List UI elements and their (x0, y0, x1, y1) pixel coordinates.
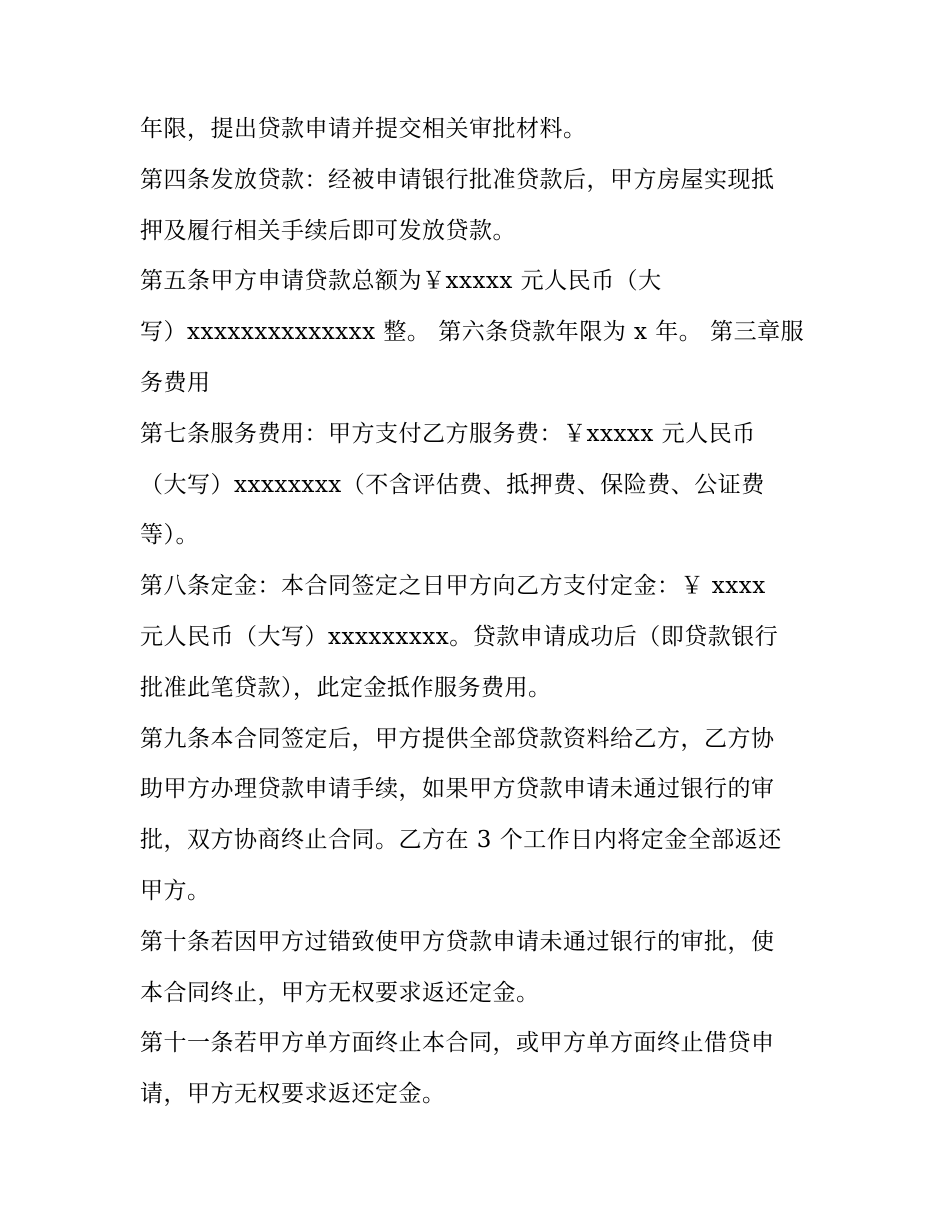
text-line: 批准此笔贷款），此定金抵作服务费用。 (140, 674, 552, 701)
text-line: 第十一条若甲方单方面终止本合同，或甲方单方面终止借贷申 (140, 1030, 775, 1057)
text-line: 第九条本合同签定后，甲方提供全部贷款资料给乙方，乙方协 (140, 725, 775, 752)
text-line: 请，甲方无权要求返还定金。 (140, 1081, 446, 1108)
contract-body (140, 104, 820, 1120)
text-line: 第八条定金：本合同签定之日甲方向乙方支付定金：￥ xxxx (140, 573, 766, 600)
text-line: 押及履行相关手续后即可发放贷款。 (140, 217, 516, 244)
text-line: 元人民币（大写）xxxxxxxxx。贷款申请成功后（即贷款银行 (140, 623, 779, 650)
text-line: 本合同终止，甲方无权要求返还定金。 (140, 979, 540, 1006)
text-line: 批，双方协商终止合同。乙方在 3 个工作日内将定金全部返还 (140, 827, 782, 854)
text-line: 第五条甲方申请贷款总额为￥xxxxx 元人民币（大 (140, 268, 662, 295)
text-line: 务费用 (140, 369, 211, 396)
text-line: 等）。 (140, 522, 199, 549)
text-line: 第十条若因甲方过错致使甲方贷款申请未通过银行的审批，使 (140, 928, 775, 955)
text-line: （大写）xxxxxxxx（不含评估费、抵押费、保险费、公证费 (140, 471, 765, 498)
text-line: 第七条服务费用：甲方支付乙方服务费：￥xxxxx 元人民币 (140, 420, 756, 447)
text-line: 助甲方办理贷款申请手续，如果甲方贷款申请未通过银行的审 (140, 776, 775, 803)
text-line: 第四条发放贷款：经被申请银行批准贷款后，甲方房屋实现抵 (140, 166, 775, 193)
text-line: 写）xxxxxxxxxxxxxx 整。 第六条贷款年限为 x 年。 第三章服 (140, 319, 805, 346)
text-line: 甲方。 (140, 877, 211, 904)
text-line: 年限，提出贷款申请并提交相关审批材料。 (140, 116, 587, 142)
